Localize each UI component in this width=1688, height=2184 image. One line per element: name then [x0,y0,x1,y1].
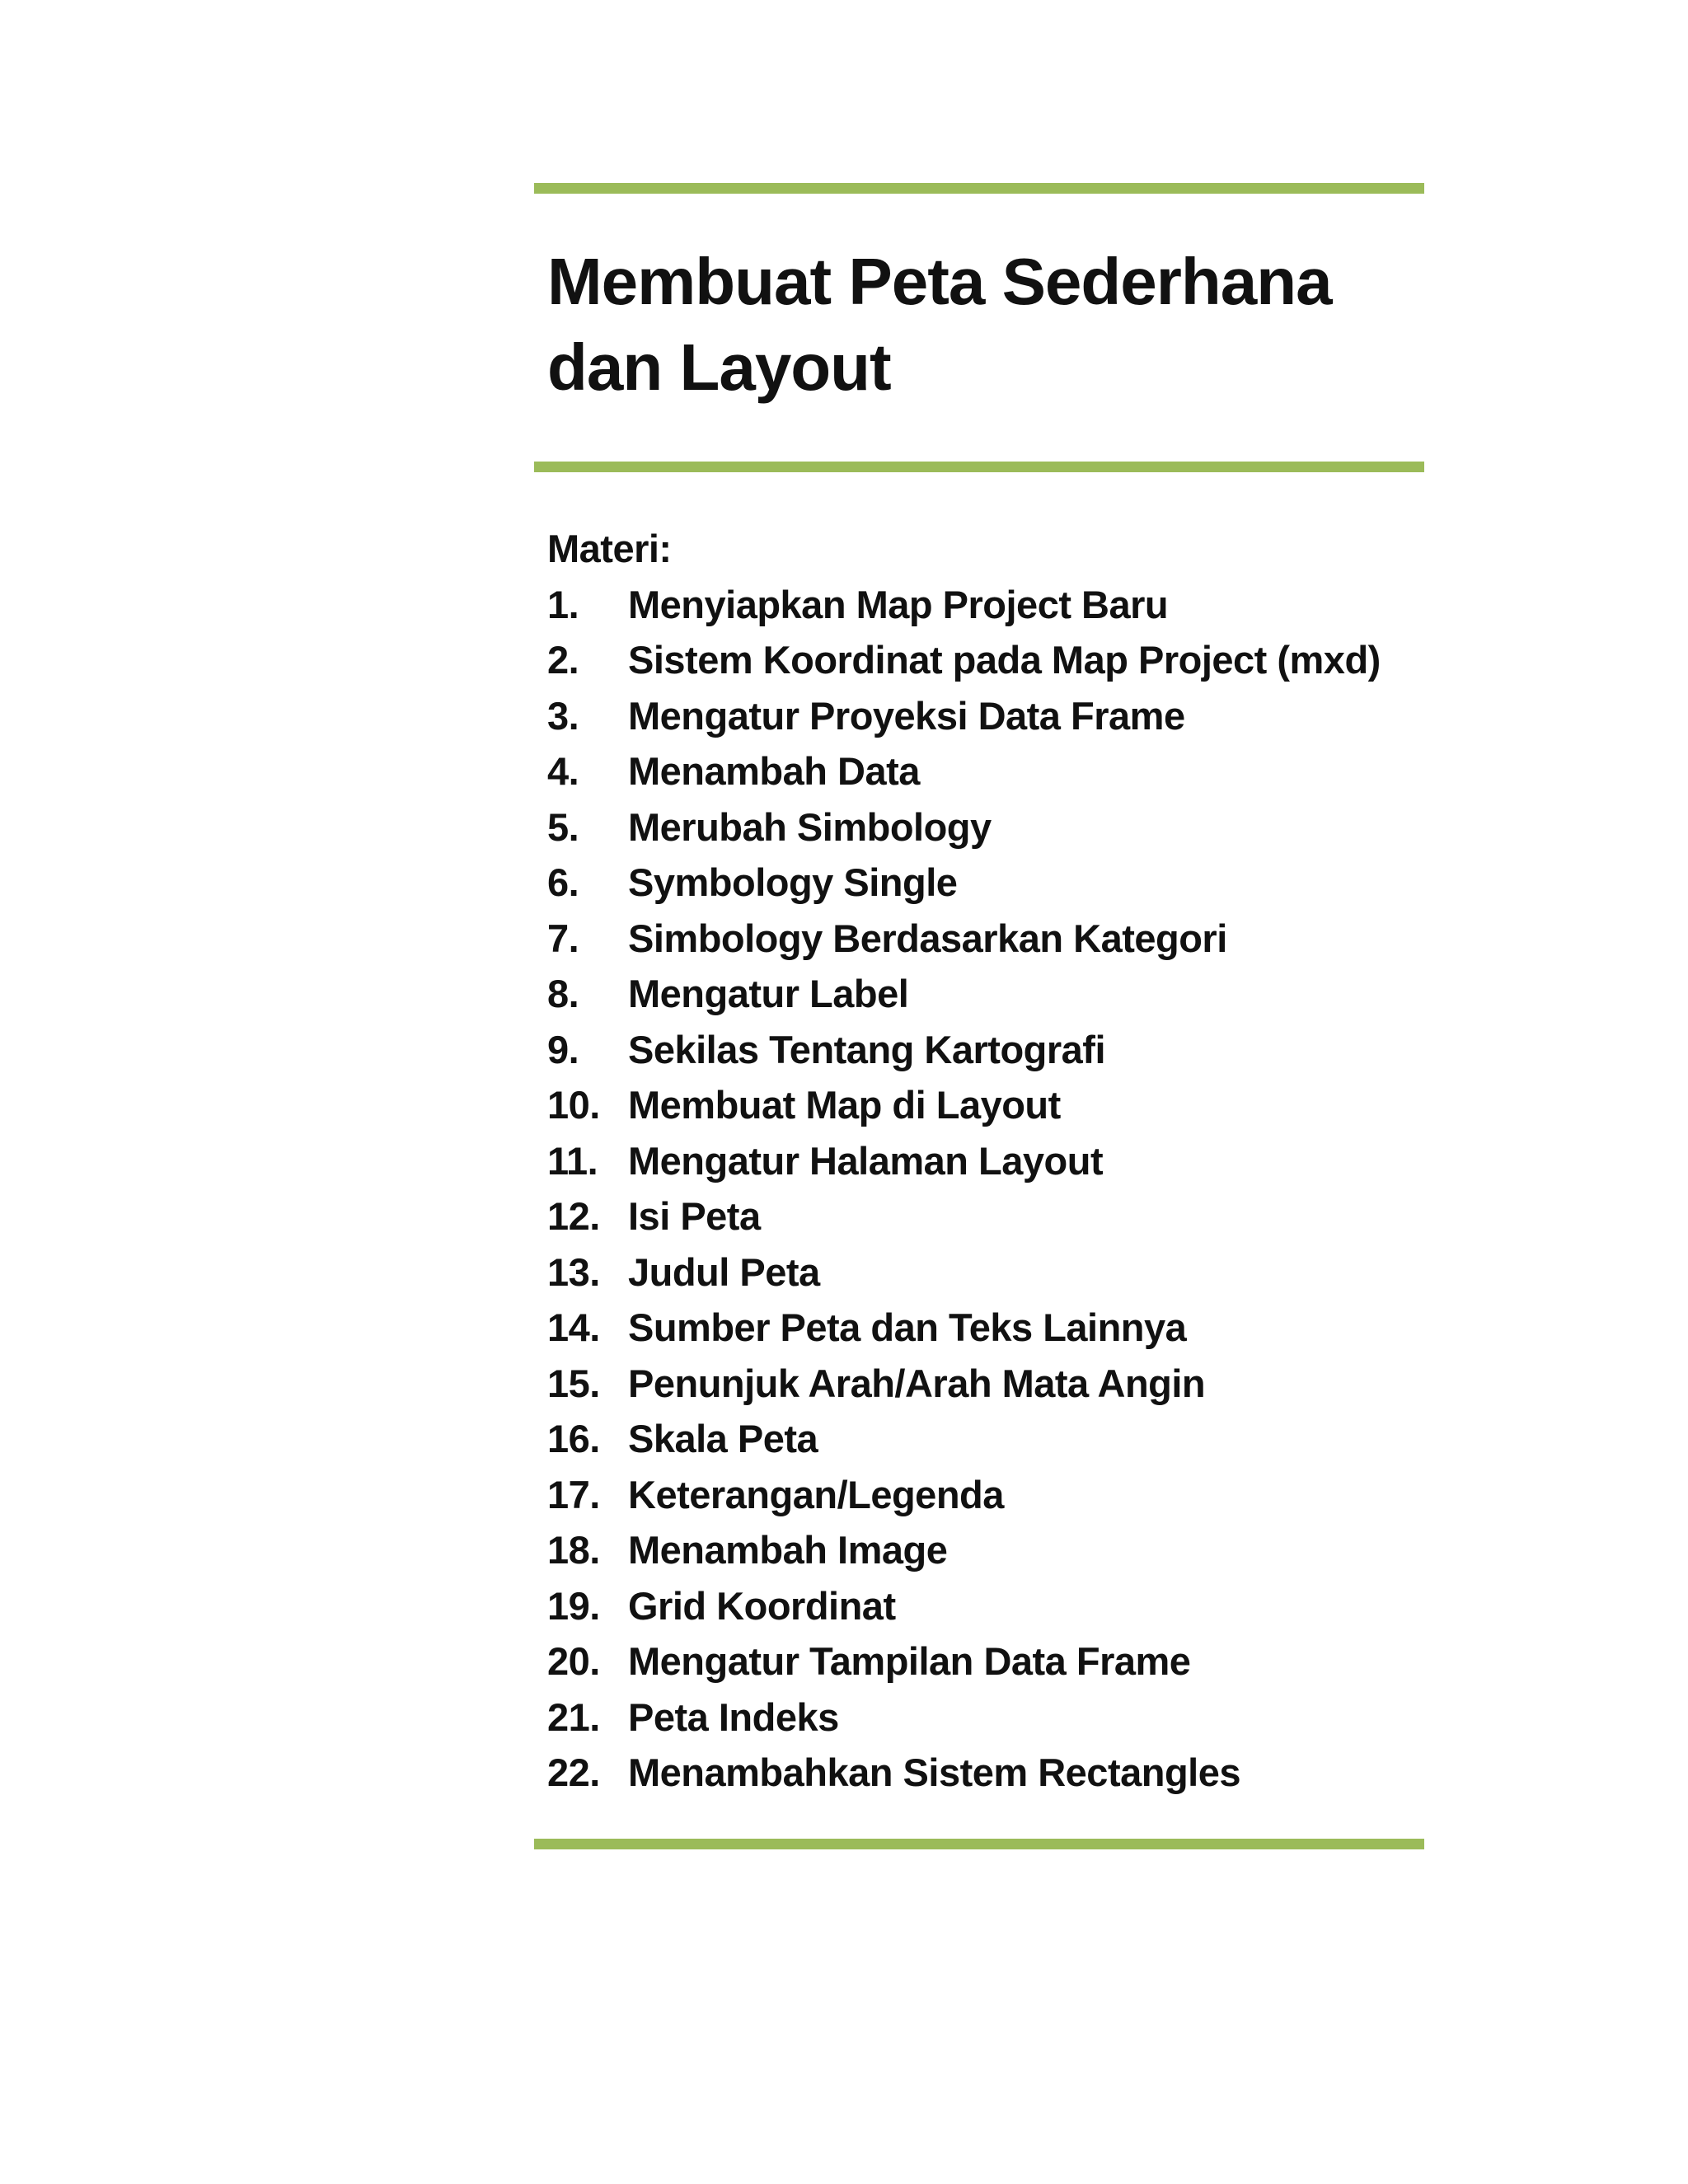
topic-list [547,577,1429,1801]
topic-number: 9. [547,1027,579,1071]
topic-text: Peta Indeks [628,1694,839,1739]
topic-item [547,1745,1429,1801]
topic-text: Isi Peta [628,1194,761,1238]
topic-number: 7. [547,916,579,960]
topic-item [547,1133,1429,1189]
topic-text: Judul Peta [628,1249,820,1294]
topic-number: 15. [547,1361,600,1405]
topic-number: 13. [547,1249,600,1294]
topic-text: Sumber Peta dan Teks Lainnya [628,1305,1187,1349]
topic-text: Membuat Map di Layout [628,1083,1061,1127]
topic-item [547,577,1429,633]
topic-text: Skala Peta [628,1417,818,1460]
topic-item [547,1467,1429,1523]
topic-text: Menambahkan Sistem Rectangles [628,1750,1240,1794]
topic-item [547,1022,1429,1078]
page-title: Membuat Peta Sederhana dan Layout [547,245,1332,404]
topic-number: 12. [547,1194,600,1238]
topic-item [547,911,1429,967]
topic-item [547,1300,1429,1356]
topic-item [547,1522,1429,1578]
topic-text: Grid Koordinat [628,1583,896,1628]
topic-text: Merubah Simbology [628,804,992,849]
topic-item [547,1077,1429,1133]
topic-item [547,1578,1429,1634]
topic-text: Menambah Data [628,749,920,793]
topic-number: 17. [547,1472,600,1516]
topic-text: Mengatur Label [628,972,909,1015]
topic-text: Simbology Berdasarkan Kategori [628,916,1227,960]
middle-divider [534,462,1424,472]
topic-number: 3. [547,693,579,738]
topic-text: Mengatur Proyeksi Data Frame [628,693,1185,738]
topic-number: 11. [547,1138,598,1183]
topic-number: 19. [547,1583,600,1628]
topic-text: Mengatur Tampilan Data Frame [628,1639,1191,1683]
topic-number: 16. [547,1417,600,1460]
topic-number: 22. [547,1750,600,1794]
topic-item [547,688,1429,744]
topic-item [547,1690,1429,1746]
topic-item [547,743,1429,799]
topic-number: 2. [547,638,579,682]
topic-item [547,1188,1429,1244]
top-divider [534,183,1424,194]
topic-number: 6. [547,860,579,904]
topic-item [547,799,1429,855]
topic-number: 4. [547,749,579,793]
bottom-divider [534,1839,1424,1849]
topic-text: Penunjuk Arah/Arah Mata Angin [628,1361,1206,1405]
topic-item [547,966,1429,1022]
topic-number: 18. [547,1528,600,1572]
topic-item [547,1356,1429,1412]
topic-item [547,632,1429,688]
topic-item [547,1244,1429,1301]
materi-label: Materi: [547,527,672,570]
topic-text: Sekilas Tentang Kartografi [628,1027,1105,1071]
topic-text: Symbology Single [628,860,958,904]
topic-item [547,1633,1429,1690]
topic-item [547,855,1429,911]
topic-number: 8. [547,972,579,1015]
topic-text: Sistem Koordinat pada Map Project (mxd) [628,638,1381,682]
topic-number: 20. [547,1639,600,1683]
topic-text: Mengatur Halaman Layout [628,1138,1104,1183]
topic-number: 14. [547,1305,600,1349]
topic-number: 1. [547,582,579,626]
topic-number: 10. [547,1083,600,1127]
topic-text: Menambah Image [628,1528,948,1572]
materi-section [547,521,1429,1801]
topic-text: Keterangan/Legenda [628,1472,1004,1516]
topic-text: Menyiapkan Map Project Baru [628,582,1169,626]
topic-number: 21. [547,1694,600,1739]
topic-number: 5. [547,804,579,849]
topic-item [547,1411,1429,1467]
